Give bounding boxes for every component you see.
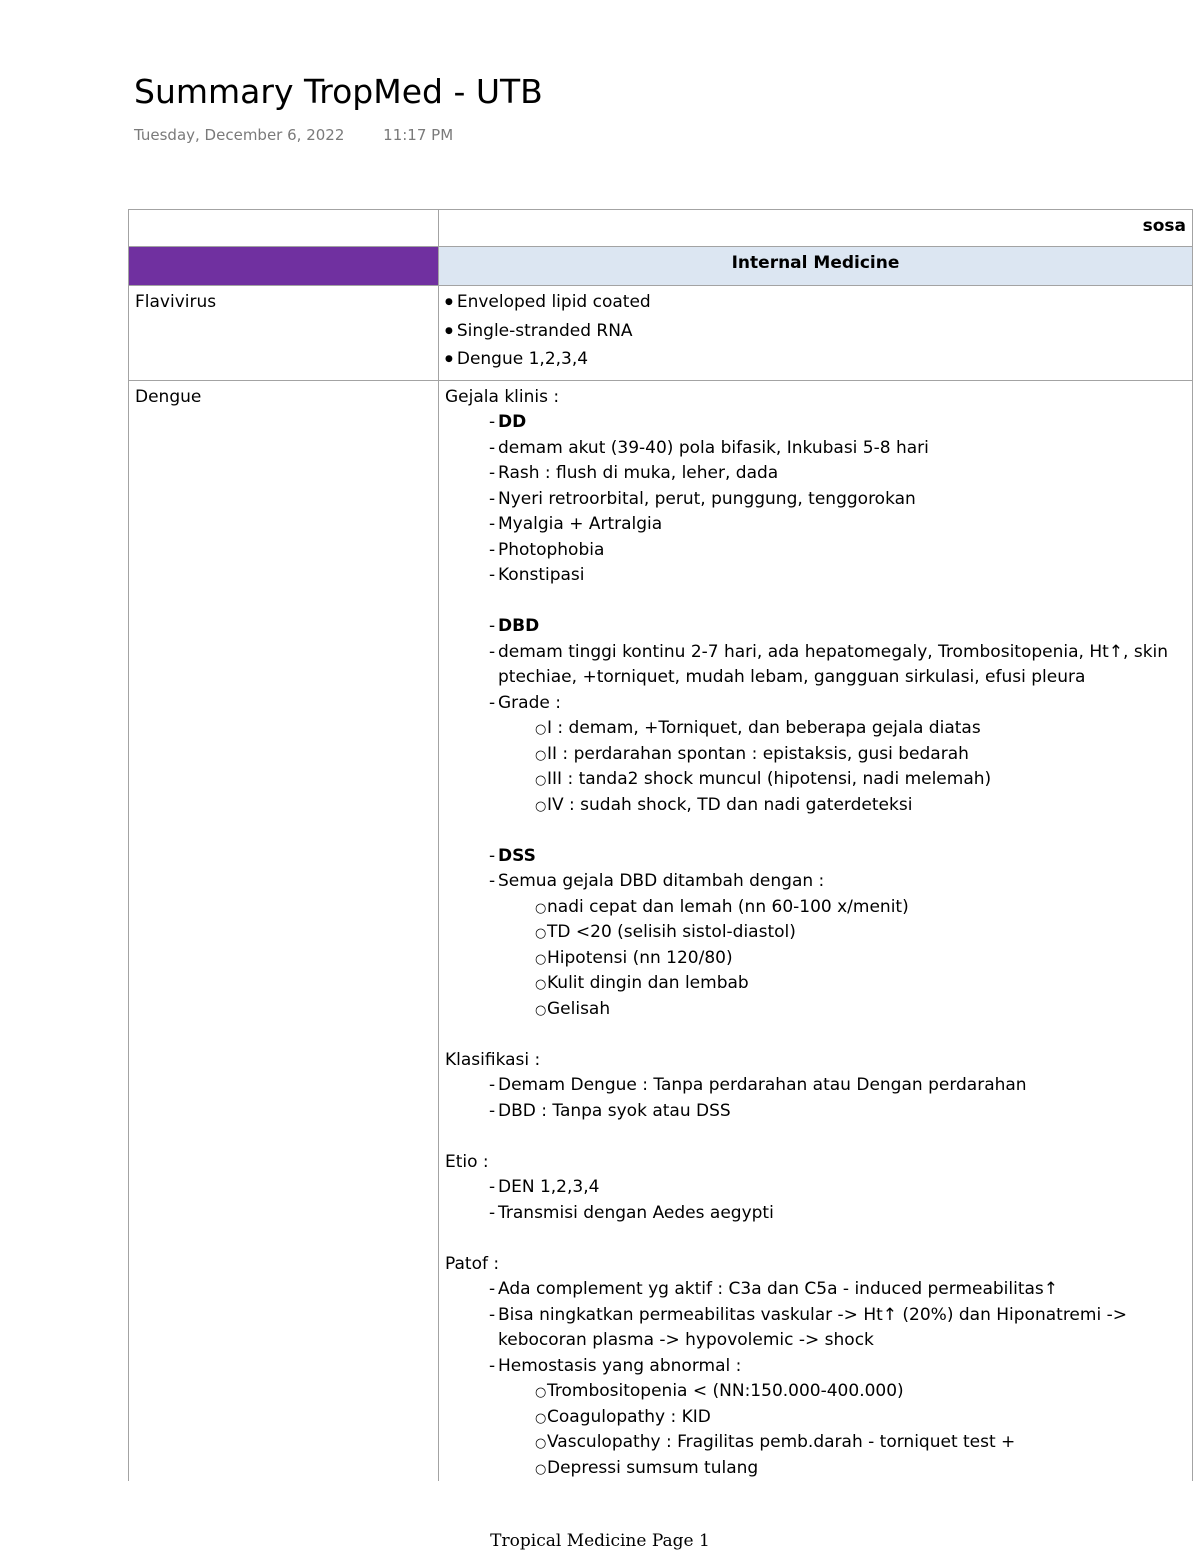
grade-label: Grade : (498, 692, 561, 713)
header-cell-left (129, 210, 439, 247)
dss-heading: DSS (498, 845, 536, 866)
hemostasis-item: Coagulopathy : KID (547, 1406, 711, 1427)
dss-sub-item: nadi cepat dan lemah (nn 60-100 x/menit) (547, 896, 909, 917)
dd-item: Rash : flush di muka, leher, dada (498, 463, 779, 483)
dd-item: Nyeri retroorbital, perut, punggung, tenggorokan (498, 488, 916, 509)
list-item: ○ TD <20 (selisih sistol-diastol) (445, 920, 1186, 946)
list-item: - Nyeri retroorbital, perut, punggung, tenggorokan (445, 487, 1186, 513)
list-item: - Demam Dengue : Tanpa perdarahan atau Dengan perdarahan (445, 1073, 1186, 1099)
dd-item: demam akut (39-40) pola bifasik, Inkubasi 5-8 hari (498, 437, 929, 458)
patof-item: Ada complement yg aktif : C3a dan C5a - induced permeabilitas↑ (498, 1279, 1059, 1299)
list-item: - Ada complement yg aktif : C3a dan C5a - induced permeabilitas↑ (445, 1277, 1186, 1303)
list-item: ● Dengue 1,2,3,4 (445, 347, 1186, 376)
page-date: Tuesday, December 6, 2022 (134, 126, 345, 144)
list-item: - demam tinggi kontinu 2-7 hari, ada hepatomegaly, Trombositopenia, Ht↑, skin ptechiae, +torniquet, mudah lebam, gangguan sirkulasi, efusi pleura (445, 640, 1186, 691)
list-item: ○ Vasculopathy : Fragilitas pemb.darah - torniquet test + (445, 1430, 1186, 1456)
list-item: ○ Kulit dingin dan lembab (445, 971, 1186, 997)
grade-item: II : perdarahan spontan : epistaksis, gusi bedarah (547, 743, 969, 764)
patof-title: Patof : (445, 1253, 500, 1274)
table-row (129, 286, 1193, 381)
list-item: ● Enveloped lipid coated (445, 290, 1186, 319)
dd-item: Myalgia + Artralgia (498, 514, 663, 534)
band-row (129, 247, 1193, 286)
hemostasis-item: Vasculopathy : Fragilitas pemb.darah - torniquet test + (547, 1432, 1016, 1452)
list-item: ○ IV : sudah shock, TD dan nadi gaterdeteksi (445, 793, 1186, 819)
list-item: ○ nadi cepat dan lemah (nn 60-100 x/menit) (445, 895, 1186, 921)
hemostasis-item: Depressi sumsum tulang (547, 1457, 759, 1478)
list-item: - Myalgia + Artralgia (445, 512, 1186, 538)
grade-item: I : demam, +Torniquet, dan beberapa gejala diatas (547, 718, 981, 738)
flavivirus-content (439, 286, 1193, 381)
page-meta (134, 126, 453, 144)
grade-item: III : tanda2 shock muncul (hipotensi, nadi melemah) (547, 769, 992, 789)
hemostasis-item: Trombositopenia < (NN:150.000-400.000) (547, 1381, 904, 1401)
list-item: ○ Coagulopathy : KID (445, 1405, 1186, 1431)
dss-sub-item: Hipotensi (nn 120/80) (547, 947, 733, 968)
table-header-row (129, 210, 1193, 247)
dbd-heading: DBD (498, 616, 540, 636)
dd-item: Photophobia (498, 539, 605, 560)
page-time: 11:17 PM (383, 126, 454, 144)
band-label: Internal Medicine (439, 247, 1193, 286)
dengue-content (439, 380, 1193, 1481)
list-item: - DEN 1,2,3,4 (445, 1175, 1186, 1201)
etio-item: DEN 1,2,3,4 (498, 1177, 600, 1197)
dd-item: Konstipasi (498, 565, 585, 585)
dss-sub-item: TD <20 (selisih sistol-diastol) (547, 922, 796, 942)
row-label-dengue: Dengue (129, 380, 439, 1481)
band-purple-cell (129, 247, 439, 286)
list-item: - Rash : flush di muka, leher, dada (445, 461, 1186, 487)
list-item: - Grade : (445, 691, 1186, 717)
list-item: ○ Trombositopenia < (NN:150.000-400.000) (445, 1379, 1186, 1405)
row-label-flavivirus: Flavivirus (129, 286, 439, 381)
page-footer: Tropical Medicine Page 1 (490, 1531, 710, 1551)
list-item: ○ Depressi sumsum tulang (445, 1456, 1186, 1482)
header-cell-right: sosa (439, 210, 1193, 247)
list-item: - Transmisi dengan Aedes aegypti (445, 1201, 1186, 1227)
patof-item: Hemostasis yang abnormal : (498, 1355, 742, 1376)
dss-sub-item: Kulit dingin dan lembab (547, 973, 749, 993)
list-item: ○ III : tanda2 shock muncul (hipotensi, nadi melemah) (445, 767, 1186, 793)
klasifikasi-item: Demam Dengue : Tanpa perdarahan atau Dengan perdarahan (498, 1075, 1027, 1095)
grade-item: IV : sudah shock, TD dan nadi gaterdeteksi (547, 794, 913, 815)
list-item: - DBD : Tanpa syok atau DSS (445, 1099, 1186, 1125)
list-item: - DBD (445, 614, 1186, 640)
dbd-item: demam tinggi kontinu 2-7 hari, ada hepatomegaly, Trombositopenia, Ht↑, skin ptechiae, +torniquet, mudah lebam, gangguan sirkulasi, efusi pleura (498, 641, 1169, 687)
etio-title: Etio : (445, 1151, 489, 1172)
klasifikasi-item: DBD : Tanpa syok atau DSS (498, 1100, 731, 1121)
patof-item: Bisa ningkatkan permeabilitas vaskular -> Ht↑ (20%) dan Hiponatremi -> kebocoran plasma -> hypovolemic -> shock (498, 1304, 1127, 1350)
list-item: ● Single-stranded RNA (445, 319, 1186, 348)
dd-heading: DD (498, 412, 527, 432)
klasifikasi-title: Klasifikasi : (445, 1049, 541, 1070)
etio-item: Transmisi dengan Aedes aegypti (498, 1202, 774, 1223)
list-item: ○ Gelisah (445, 997, 1186, 1023)
list-item: - DD (445, 410, 1186, 436)
dss-sub-item: Gelisah (547, 998, 611, 1019)
notes-table (128, 209, 1193, 1481)
list-item: - DSS (445, 844, 1186, 870)
flavivirus-bullets (445, 290, 1186, 376)
dss-item: Semua gejala DBD ditambah dengan : (498, 871, 825, 891)
list-item: - Hemostasis yang abnormal : (445, 1354, 1186, 1380)
page-title: Summary TropMed - UTB (134, 72, 543, 111)
list-item: - Bisa ningkatkan permeabilitas vaskular -> Ht↑ (20%) dan Hiponatremi -> kebocoran plasma -> hypovolemic -> shock (445, 1303, 1186, 1354)
list-item: ○ I : demam, +Torniquet, dan beberapa gejala diatas (445, 716, 1186, 742)
list-item: - Semua gejala DBD ditambah dengan : (445, 869, 1186, 895)
list-item: - Photophobia (445, 538, 1186, 564)
table-row (129, 380, 1193, 1481)
list-item: ○ II : perdarahan spontan : epistaksis, gusi bedarah (445, 742, 1186, 768)
list-item: - demam akut (39-40) pola bifasik, Inkubasi 5-8 hari (445, 436, 1186, 462)
gejala-title: Gejala klinis : (445, 386, 560, 407)
list-item: ○ Hipotensi (nn 120/80) (445, 946, 1186, 972)
list-item: - Konstipasi (445, 563, 1186, 589)
